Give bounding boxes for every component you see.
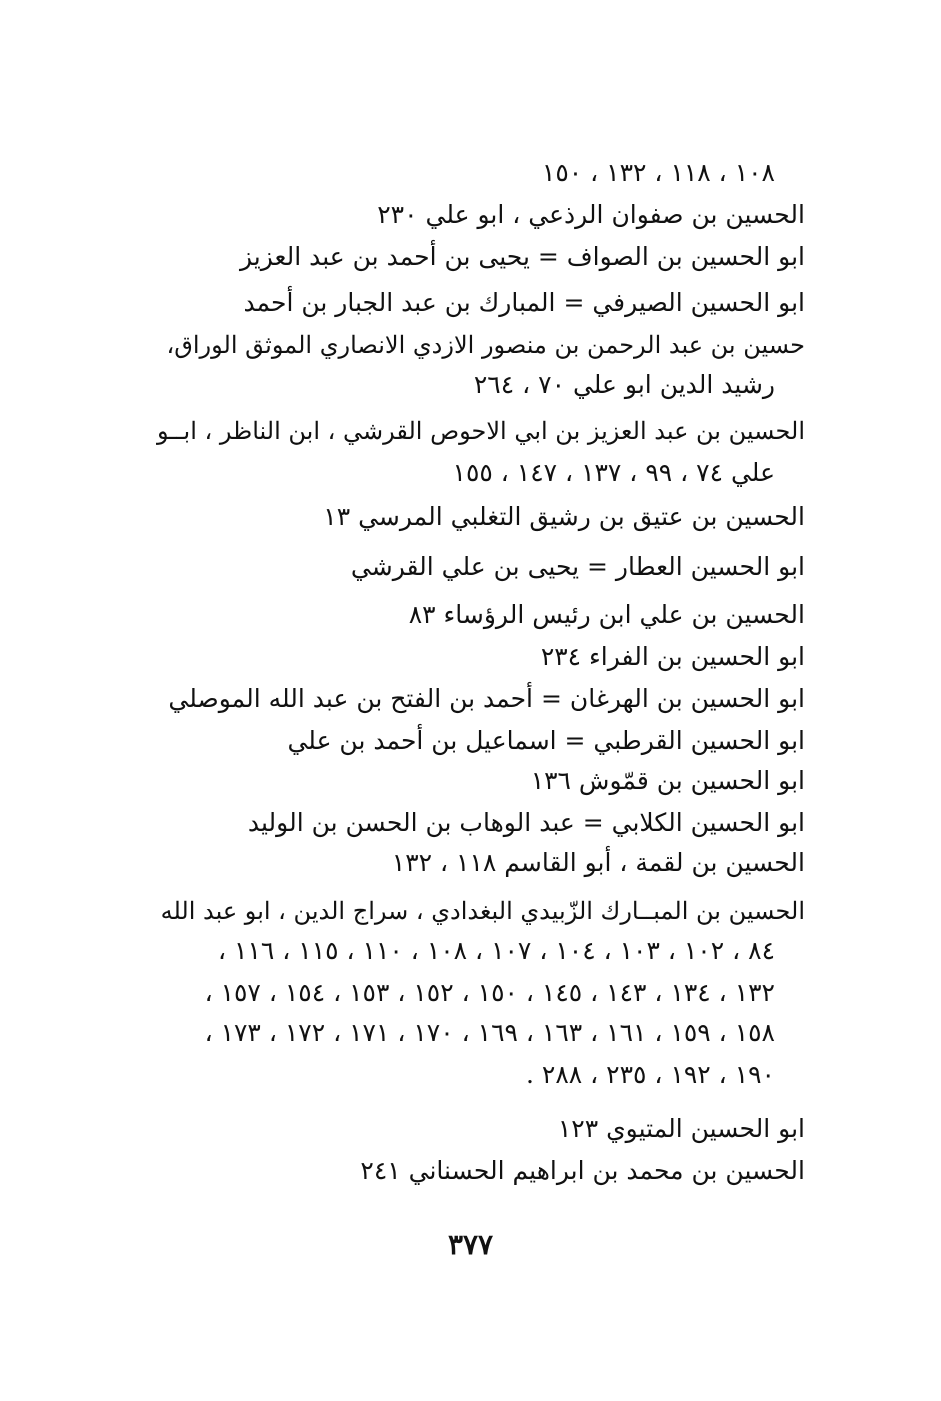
- index-entry-continuation: رشيد الدين ابو علي ٧٠ ، ٢٦٤: [473, 370, 775, 399]
- index-entry: الحسين بن محمد بن ابراهيم الحسناني ٢٤١: [360, 1156, 805, 1185]
- index-entry-continuation: ١٥٨ ، ١٥٩ ، ١٦١ ، ١٦٣ ، ١٦٩ ، ١٧٠ ، ١٧١ ، ١٧٢ ، ١٧٣ ،: [204, 1018, 775, 1047]
- index-entry: ابو الحسين بن الهرغان = أحمد بن الفتح بن عبد الله الموصلي: [168, 684, 805, 713]
- index-entry-continuation: ١٣٢ ، ١٣٤ ، ١٤٣ ، ١٤٥ ، ١٥٠ ، ١٥٢ ، ١٥٣ ، ١٥٤ ، ١٥٧ ،: [204, 978, 775, 1007]
- index-entry-continuation: ١٩٠ ، ١٩٢ ، ٢٣٥ ، ٢٨٨ .: [526, 1060, 775, 1089]
- index-entry-continuation: ٨٤ ، ١٠٢ ، ١٠٣ ، ١٠٤ ، ١٠٧ ، ١٠٨ ، ١١٠ ، ١١٥ ، ١١٦ ،: [218, 936, 775, 965]
- index-entry: ابو الحسين القرطبي = اسماعيل بن أحمد بن علي: [287, 726, 805, 755]
- index-entry: ابو الحسين بن الفراء ٢٣٤: [540, 642, 805, 671]
- index-entry: الحسين بن صفوان الرذعي ، ابو علي ٢٣٠: [377, 200, 805, 229]
- index-entry: ابو الحسين العطار = يحيى بن علي القرشي: [350, 552, 805, 581]
- index-entry: ابو الحسين الصيرفي = المبارك بن عبد الجبار بن أحمد: [243, 288, 805, 317]
- index-entry: الحسين بن علي ابن رئيس الرؤساء ٨٣: [408, 600, 805, 629]
- index-entry: ابو الحسين بن الصواف = يحيى بن أحمد بن عبد العزيز: [239, 242, 805, 271]
- index-entry: ابو الحسين الكلابي = عبد الوهاب بن الحسن بن الوليد: [247, 808, 805, 837]
- page-number: ٣٧٧: [447, 1228, 494, 1261]
- index-entry: الحسين بن عتيق بن رشيق التغلبي المرسي ١٣: [323, 502, 805, 531]
- index-entry: الحسين بن عبد العزيز بن ابي الاحوص القرشي ، ابن الناظر ، ابــو: [157, 417, 805, 445]
- index-entry: ابو الحسين بن قمّوش ١٣٦: [530, 766, 805, 795]
- index-entry-continuation: علي ٧٤ ، ٩٩ ، ١٣٧ ، ١٤٧ ، ١٥٥: [452, 458, 775, 487]
- index-entry: الحسين بن المبــارك الزّبيدي البغدادي ، سراج الدين ، ابو عبد الله: [160, 897, 805, 925]
- index-entry: الحسين بن لقمة ، أبو القاسم ١١٨ ، ١٣٢: [391, 848, 805, 877]
- index-entry: ابو الحسين المتيوي ١٢٣: [557, 1114, 805, 1143]
- index-entry-continuation: ١٠٨ ، ١١٨ ، ١٣٢ ، ١٥٠: [541, 158, 775, 187]
- index-entry: حسين بن عبد الرحمن بن منصور الازدي الانصاري الموثق الوراق،: [166, 331, 805, 359]
